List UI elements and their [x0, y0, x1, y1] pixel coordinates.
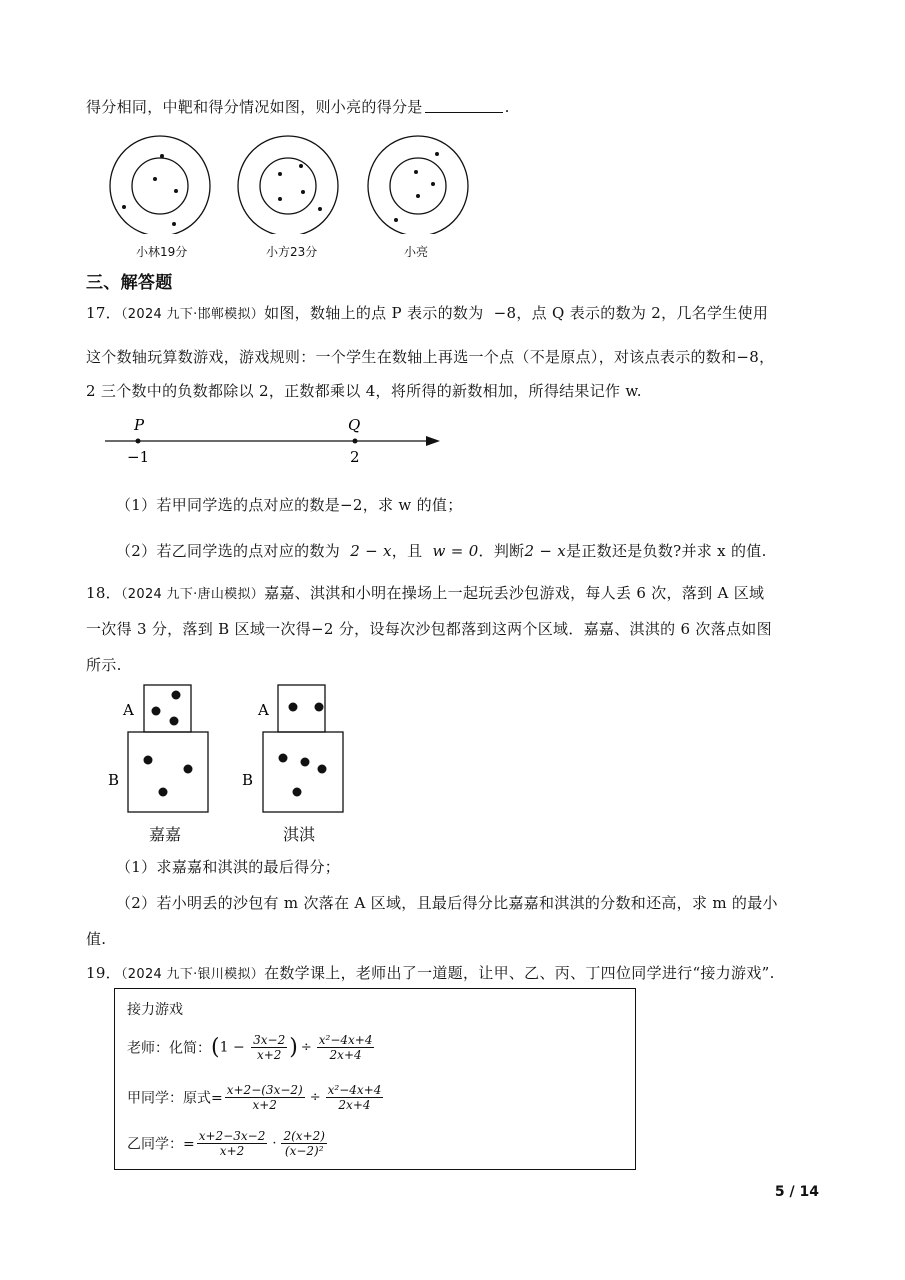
relay-game-box: [114, 988, 636, 1170]
student-a-label: 甲同学：原式=: [127, 1090, 223, 1107]
student-b-frac1: $\frac{x+2-3x-2}{x+2}$: [198, 1129, 266, 1158]
value-p: −1: [127, 448, 150, 466]
q17-part2-expr1: 2 − x: [350, 542, 392, 560]
arrow-icon: [426, 436, 440, 446]
value-q: 2: [350, 448, 360, 466]
q17-line3: 2 三个数中的负数都除以 2，正数都乘以 4，将所得的新数相加，所得结果记作 w.: [86, 382, 642, 400]
q18-line1: [86, 582, 764, 603]
target-3: [368, 136, 468, 234]
caption-jiajia: 嘉嘉: [149, 825, 182, 844]
sandbag-figure: [100, 682, 360, 818]
jiajia-board: [128, 685, 208, 812]
q18-part2-cont: 值.: [86, 930, 107, 948]
point-p: [136, 439, 141, 444]
q17-part2-expr2: w = 0: [432, 542, 479, 560]
student-b-label: 乙同学：=: [127, 1136, 195, 1153]
q17-part1: （1）若甲同学选的点对应的数是−2，求 w 的值；: [116, 496, 463, 514]
q17-part2-text-a: （2）若乙同学选的点对应的数为: [116, 542, 341, 560]
q18-part1: （1）求嘉嘉和淇淇的最后得分；: [116, 858, 341, 876]
qiqi-board: [263, 685, 343, 812]
label-a-left: A: [123, 701, 134, 719]
q17-line2: 这个数轴玩算数游戏，游戏规则：一个学生在数轴上再选一个点（不是原点），对该点表示的数和−8，: [86, 348, 775, 366]
q18-line2: 一次得 3 分，落到 B 区域一次得−2 分，设每次沙包都落到这两个区域．嘉嘉、淇淇的 6 次落点如图: [86, 620, 772, 638]
q19-number: 19．: [86, 964, 121, 982]
label-q: Q: [348, 416, 361, 434]
answer-blank: [425, 98, 503, 113]
teacher-frac2: $\frac{\text{x²−4x+4}}{2x+4}$: [318, 1033, 373, 1062]
caption-target-2: 小方23分: [266, 245, 318, 259]
q18-part2: （2）若小明丢的沙包有 m 次落在 A 区域，且最后得分比嘉嘉和淇淇的分数和还高，求 m 的最小: [116, 894, 778, 912]
label-b-right: B: [242, 771, 254, 789]
q17-number: 17．: [86, 304, 121, 322]
section-heading: 三、解答题: [86, 273, 173, 293]
q17-part2-text-d: 是正数还是负数?并求 x 的值.: [566, 542, 767, 560]
q17-part2: [116, 540, 767, 561]
q17-part2-text-c: ．判断: [478, 542, 525, 560]
q17-part2-text-b: ，且: [391, 542, 423, 560]
q17-value1: −8: [493, 304, 517, 322]
label-p: P: [134, 416, 145, 434]
label-b-left: B: [108, 771, 120, 789]
student-a-frac1: $\frac{x+2-(3x-2)}{x+2}$: [226, 1083, 303, 1112]
targets-figure: [100, 134, 480, 234]
q17-text1b: ，点 Q 表示的数为 2，几名学生使用: [516, 304, 769, 322]
page-number: 5 / 14: [774, 1184, 819, 1200]
number-line-figure: [100, 414, 450, 470]
target-2: [238, 136, 338, 234]
student-b-dot: ·: [272, 1136, 277, 1151]
teacher-div: ÷: [300, 1040, 312, 1055]
q18-line3: 所示.: [86, 656, 122, 674]
q19-text1: 在数学课上，老师出了一道题，让甲、乙、丙、丁四位同学进行“接力游戏”.: [264, 964, 775, 982]
caption-qiqi: 淇淇: [283, 825, 316, 844]
q19-source: （2024 九下·银川模拟）: [121, 967, 265, 982]
q17-source: （2024 九下·邯郸模拟）: [121, 307, 265, 322]
student-a-div: ÷: [309, 1090, 321, 1105]
intro-text: 得分相同，中靶和得分情况如图，则小亮的得分是: [86, 98, 423, 116]
intro-line: [86, 96, 510, 117]
q17-text1: 如图，数轴上的点 P 表示的数为: [264, 304, 484, 322]
q18-source: （2024 九下·唐山模拟）: [121, 587, 265, 602]
teacher-one: 1 −: [219, 1039, 245, 1056]
q19-line1: [86, 962, 775, 983]
caption-target-3: 小亮: [404, 245, 429, 259]
teacher-frac1: $\frac{3x-2}{x+2}$: [253, 1033, 286, 1062]
student-b-frac2: $\frac{2(x+2)}{\text{(x−2)²}}$: [283, 1129, 325, 1158]
student-a-frac2: $\frac{\text{x²−4x+4}}{2x+4}$: [327, 1083, 382, 1112]
target-1: [110, 136, 210, 234]
caption-target-1: 小林19分: [136, 245, 188, 259]
q17-line1: [86, 302, 768, 323]
point-q: [353, 439, 358, 444]
box-title: 接力游戏: [127, 1002, 183, 1018]
teacher-line: 老师：化简：(1 − $\frac{3x-2}{x+2}$ ) ÷ $\frac{\text{x²−4x+4}}{2x+4}$: [127, 1033, 373, 1062]
teacher-label: 老师：化简：: [127, 1040, 211, 1057]
q18-number: 18．: [86, 584, 121, 602]
student-a-line: [127, 1083, 385, 1112]
intro-end: .: [504, 98, 510, 116]
q18-text1: 嘉嘉、淇淇和小明在操场上一起玩丢沙包游戏，每人丢 6 次，落到 A 区域: [264, 584, 765, 602]
student-b-line: [127, 1129, 329, 1158]
label-a-right: A: [258, 701, 269, 719]
q17-part2-expr3: 2 − x: [524, 542, 567, 560]
